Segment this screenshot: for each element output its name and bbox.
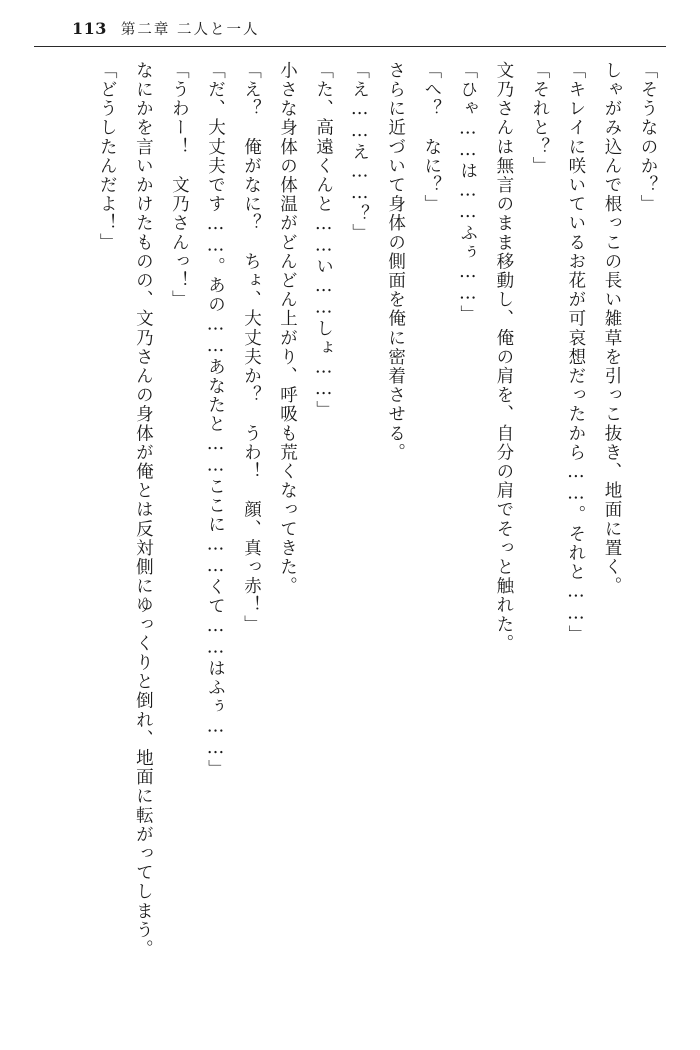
body-line: 「どうしたんだよ！」: [97, 60, 118, 252]
header-divider: [34, 46, 666, 47]
vertical-text-block: [34, 61, 666, 1030]
body-line: 文乃さんは無言のまま移動し、俺の肩を、自分の肩でそっと触れた。: [493, 60, 514, 654]
body-line: 「だ、大丈夫です……。あの……あなたと……ここに……くて……はふぅ……」: [205, 60, 226, 779]
page-number: 113: [72, 19, 107, 38]
body-line: 「へ？ なに？」: [421, 60, 442, 214]
body-line: 「ひゃ……は……ふぅ……」: [457, 60, 478, 325]
body-line: 「え……え……？」: [349, 60, 370, 243]
body-line: 「それと？」: [529, 60, 550, 176]
page-header: [34, 18, 666, 42]
body-line: 小さな身体の体温がどんどん上がり、呼吸も荒くなってきた。: [277, 60, 298, 596]
body-line: 「うわー！ 文乃さんっ！」: [169, 60, 190, 310]
body-line: 「え？ 俺がなに？ ちょ、大丈夫か？ うわ！ 顔、真っ赤！」: [241, 60, 262, 634]
chapter-title: 第二章 二人と一人: [120, 22, 260, 38]
body-line: 「そうなのか？」: [638, 60, 658, 214]
page-body: [34, 61, 666, 1030]
body-line: なにかを言いかけたものの、文乃さんの身体が俺とは反対側にゆっくりと倒れ、地面に転がってしまう。: [133, 60, 154, 959]
body-line: 「キレイに咲いているお花が可哀想だったから……。それと……」: [565, 60, 586, 644]
body-line: さらに近づいて身体の側面を俺に密着させる。: [385, 60, 406, 463]
body-line: 「た、高遠くんと……い……しょ……」: [313, 60, 334, 420]
body-line: しゃがみ込んで根っこの長い雑草を引っこ抜き、地面に置く。: [601, 60, 622, 596]
